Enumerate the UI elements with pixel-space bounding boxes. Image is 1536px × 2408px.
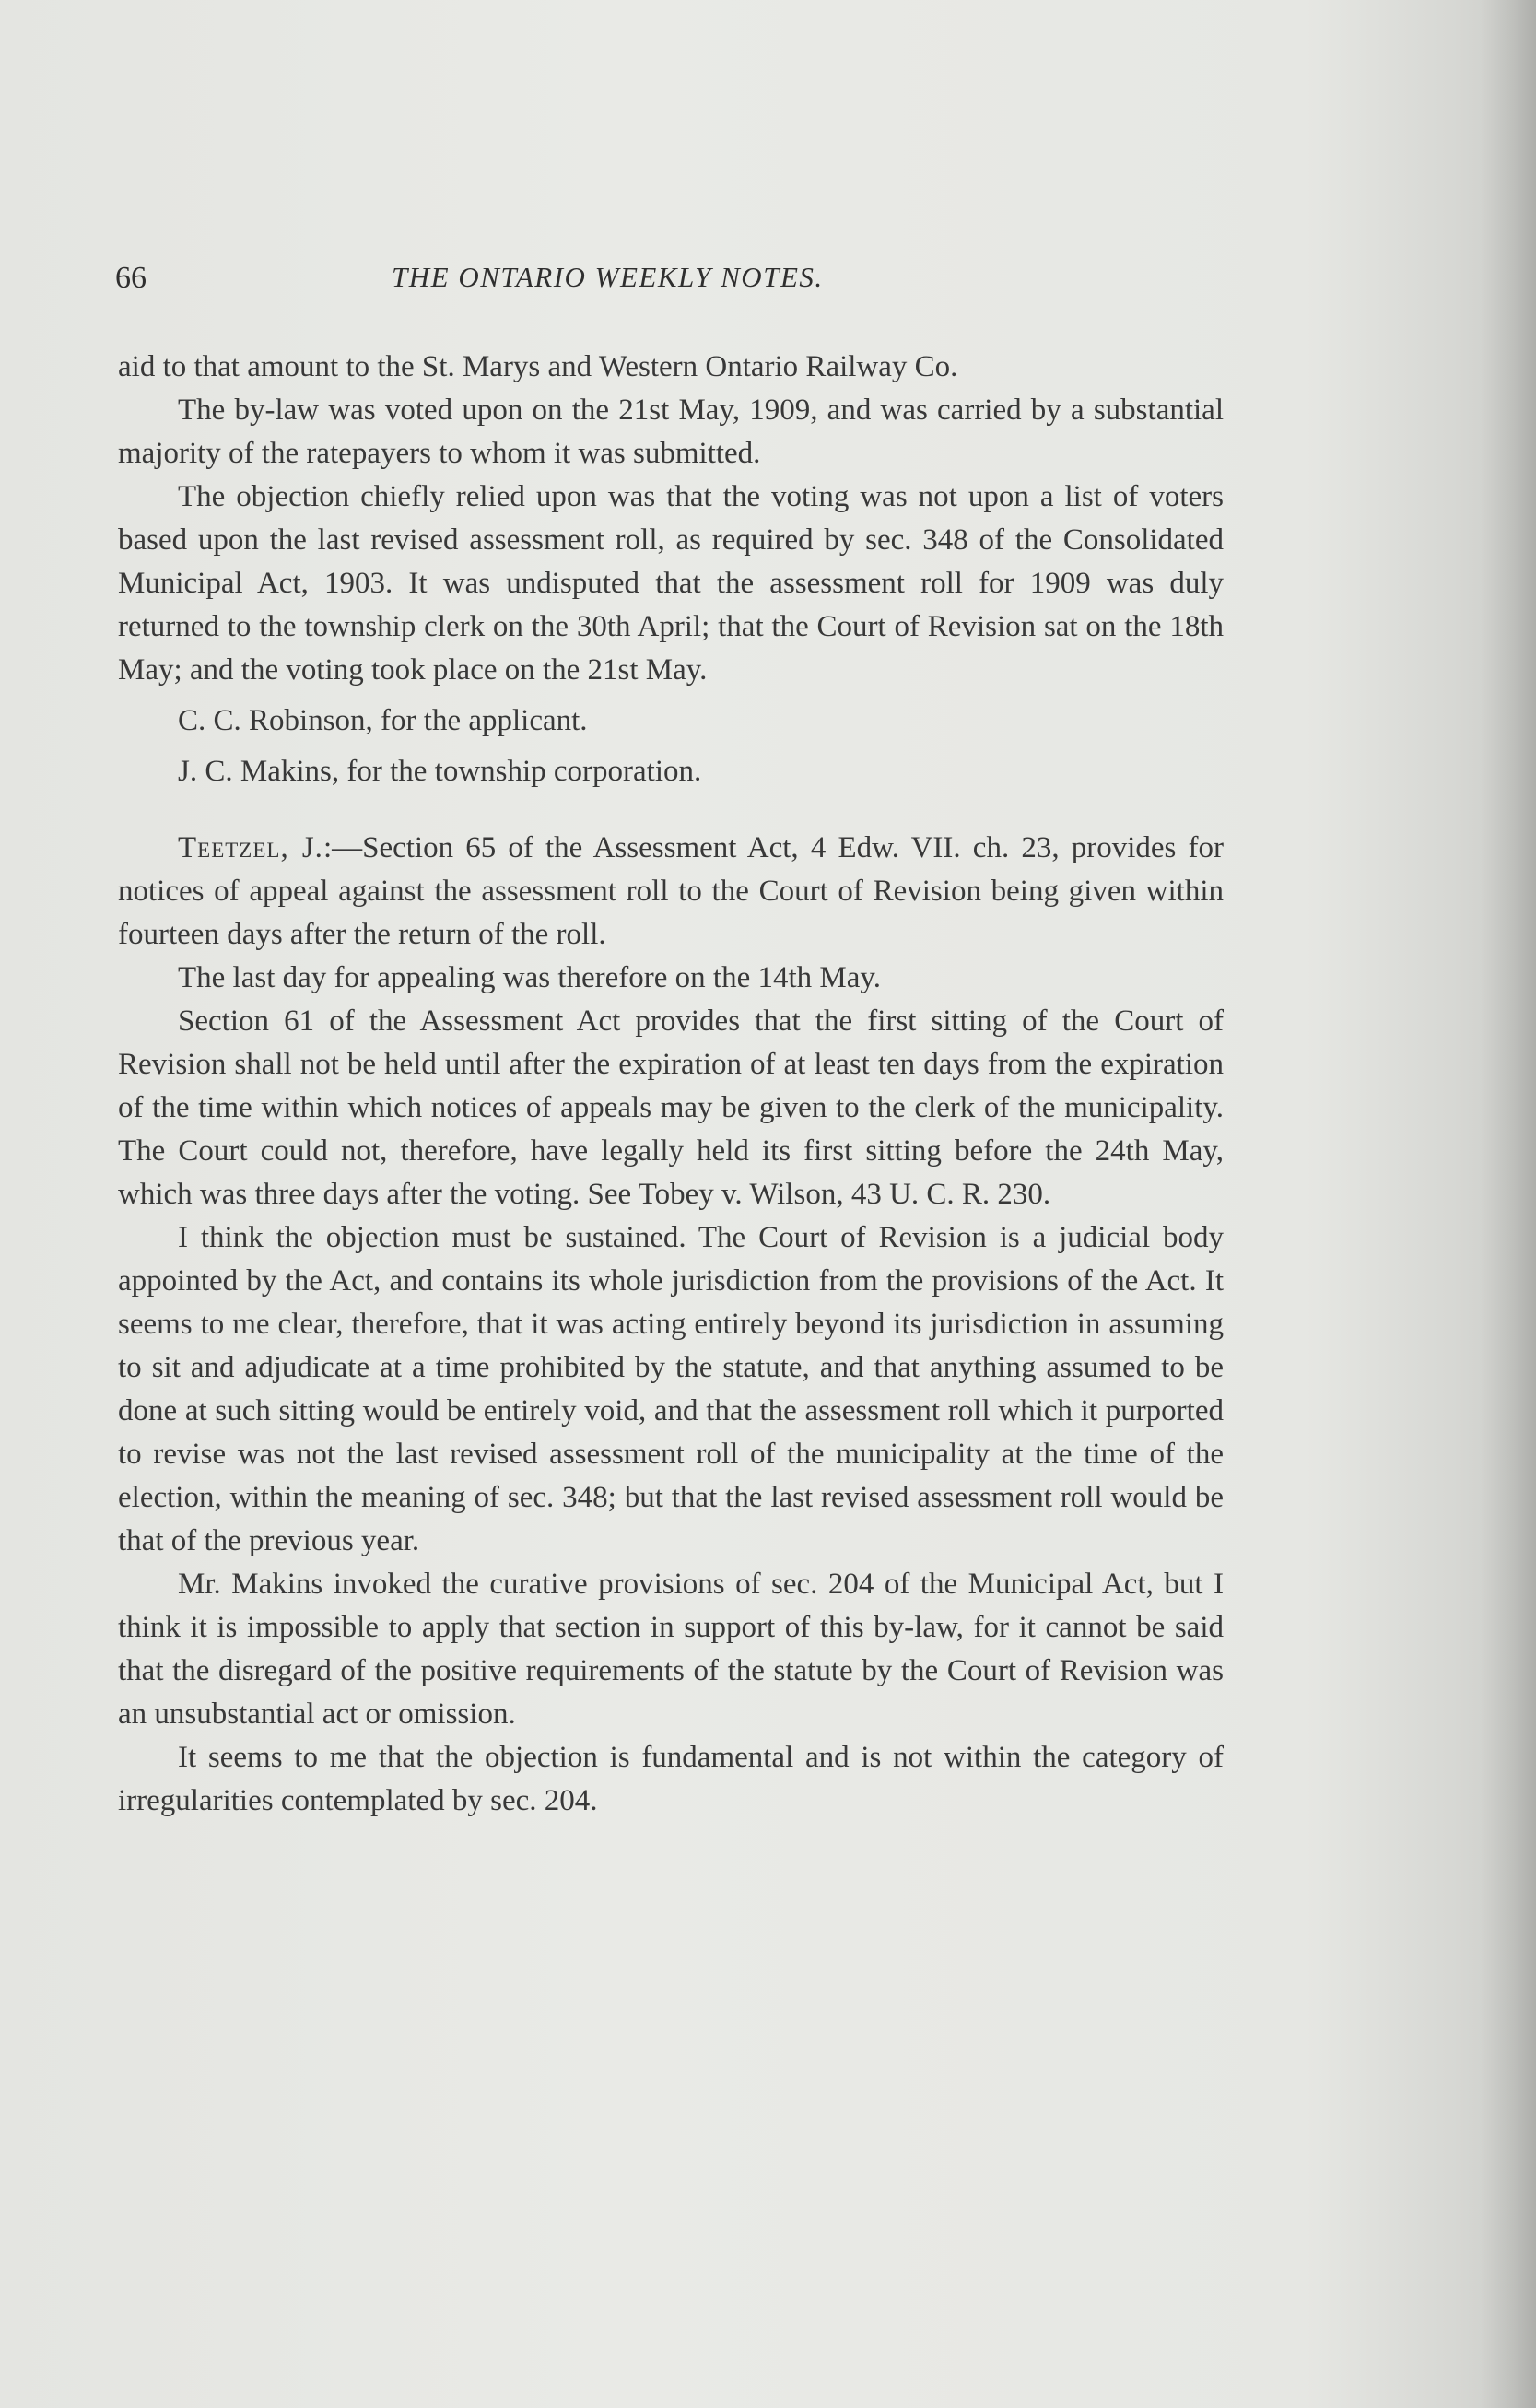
paragraph-curative-provisions: Mr. Makins invoked the curative provisions of sec. 204 of the Municipal Act, but I think it is impossible to apply that section in support of this by-law, for it cannot be said that the disregard of the positive requirements of the statute by the Court of Revision was an unsubstantial act or omission. [118,1568,1224,1731]
paragraph-section-61: Section 61 of the Assessment Act provides that the first sitting of the Court of Revision shall not be held until after the expiration of at least ten days from the expiration of the time within which notices of appeals may be given to the clerk of the municipality. The Court could not, therefore, have legally held its first sitting before the 24th May, which was three days after the voting. See Tobey v. Wilson, 43 U. C. R. 230. [118,1004,1224,1211]
paragraph-objection: The objection chiefly relied upon was that the voting was not upon a list of voters based upon the last revised assessment roll, as required by sec. 348 of the Consolidated Municipal Act, 1903. It was undisputed that the assessment roll for 1909 was duly returned to the township clerk on the 30th April; that the Court of Revision sat on the 18th May; and the voting took place on the 21st May. [118,480,1224,687]
page-gutter-shadow [1481,0,1536,2408]
page-header [115,261,1221,307]
judge-name: Teetzel, J. [178,831,323,864]
judgment-text: :—Section 65 of the Assessment Act, 4 Edw. VII. ch. 23, provides for notices of appeal against the assessment roll to the Court of Revision being given within fourteen days after the return of the roll. [118,831,1224,951]
counsel-applicant: C. C. Robinson, for the applicant. [178,704,588,737]
page-body [118,346,1224,1823]
paragraph-last-day: The last day for appealing was therefore on the 14th May. [178,961,882,994]
paragraph-objection-sustained: I think the objection must be sustained. The Court of Revision is a judicial body appointed by the Act, and contains its whole jurisdiction from the provisions of the Act. It seems to me clear, therefore, that it was acting entirely beyond its jurisdiction in assuming to sit and adjudicate at a time prohibited by the statute, and that anything assumed to be done at such sitting would be entirely void, and that the assessment roll which it purported to revise was not the last revised assessment roll of the municipality at the time of the election, within the meaning of sec. 348; but that the last revised assessment roll would be that of the previous year. [118,1221,1224,1557]
running-head: THE ONTARIO WEEKLY NOTES. [392,261,824,293]
page-number: 66 [115,261,147,295]
paragraph-continuation: aid to that amount to the St. Marys and Western Ontario Railway Co. [118,350,958,383]
paragraph-bylaw-vote: The by-law was voted upon on the 21st May, 1909, and was carried by a substantial majority of the ratepayers to whom it was submitted. [118,394,1224,470]
paragraph-conclusion: It seems to me that the objection is fundamental and is not within the category of irregularities contemplated by sec. 204. [118,1741,1224,1817]
paragraph-judgment-opening [118,827,1224,957]
counsel-respondent: J. C. Makins, for the township corporation. [178,755,702,788]
